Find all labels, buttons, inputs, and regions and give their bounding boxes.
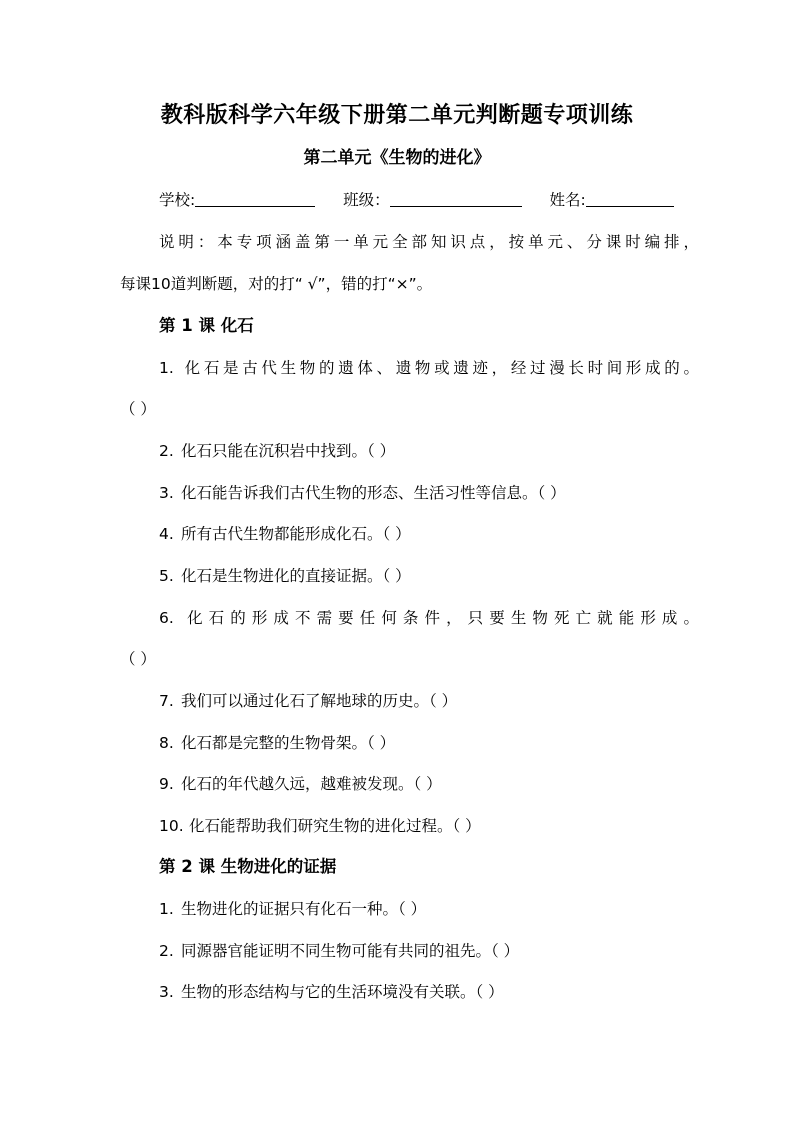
question-text: 生物进化的证据只有化石一种。（ ） (181, 900, 427, 918)
name-field[interactable] (586, 188, 674, 207)
question-number: 10. (159, 817, 184, 835)
question-text: 生物的形态结构与它的生活环境没有关联。（ ） (181, 983, 504, 1001)
question-text: 我们可以通过化石了解地球的历史。（ ） (181, 692, 458, 710)
question-number: 7. (159, 692, 174, 710)
question-number: 6. (159, 609, 174, 627)
question-item (159, 772, 442, 796)
question-number: 4. (159, 525, 174, 543)
question-number: 9. (159, 775, 174, 793)
student-info-row (159, 188, 699, 212)
question-number: 8. (159, 734, 174, 752)
question-number: 3. (159, 983, 174, 1001)
question-item (159, 481, 566, 505)
question-number: 2. (159, 442, 174, 460)
question-item (159, 689, 457, 713)
school-field[interactable] (195, 188, 315, 207)
question-text: 化石的年代越久远，越难被发现。（ ） (181, 775, 442, 793)
question-text: 化石能告诉我们古代生物的形态、生活习性等信息。（ ） (181, 484, 566, 502)
question-text: 所有古代生物都能形成化石。（ ） (181, 525, 411, 543)
question-item (159, 939, 519, 963)
page-title: 教科版科学六年级下册第二单元判断题专项训练 (160, 103, 634, 128)
lesson-1-heading: 第 1 课 化石 (159, 316, 254, 335)
question-number: 2. (159, 942, 174, 960)
question-item (159, 522, 411, 546)
class-field[interactable] (390, 188, 522, 207)
class-label: 班级： (343, 191, 390, 209)
question-item (159, 731, 395, 755)
school-label: 学校: (159, 191, 196, 209)
question-answer-blank[interactable]: （ ） (120, 400, 156, 418)
question-text: 化石只能在沉积岩中找到。（ ） (181, 442, 396, 460)
lesson-2-heading: 第 2 课 生物进化的证据 (159, 857, 337, 876)
question-number: 5. (159, 567, 174, 585)
question-item (159, 439, 395, 463)
question-item (159, 980, 504, 1004)
question-number: 1. (159, 359, 174, 377)
question-text: 同源器官能证明不同生物可能有共同的祖先。（ ） (181, 942, 520, 960)
question-answer-blank[interactable]: （ ） (120, 650, 156, 668)
question-text: 化石都是完整的生物骨架。（ ） (181, 734, 396, 752)
question-item (159, 356, 699, 380)
unit-subtitle: 第二单元《生物的进化》 (303, 148, 491, 168)
instructions-line-2: 每课10道判断题，对的打“ √”，错的打“×”。 (120, 275, 433, 293)
question-number: 3. (159, 484, 174, 502)
name-label: 姓名: (549, 191, 586, 209)
question-item (159, 564, 411, 588)
question-text: 化石能帮助我们研究生物的进化过程。（ ） (189, 817, 481, 835)
question-item (159, 814, 481, 838)
question-text: 化石是生物进化的直接证据。（ ） (181, 567, 411, 585)
question-item (159, 897, 426, 921)
instructions-line-1: 说明：本专项涵盖第一单元全部知识点，按单元、分课时编排， (159, 233, 699, 251)
question-text: 化石的形成不需要任何条件，只要生物死亡就能形成。 (181, 609, 699, 627)
question-item (159, 606, 699, 630)
question-number: 1. (159, 900, 174, 918)
question-text: 化石是古代生物的遗体、遗物或遗迹，经过漫长时间形成的。 (181, 359, 699, 377)
